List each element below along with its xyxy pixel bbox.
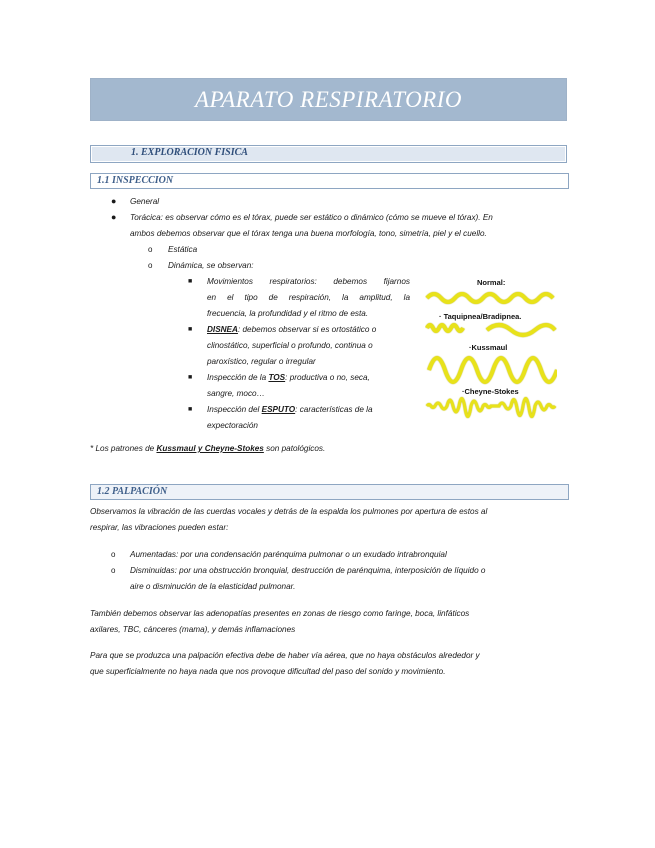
bullet-dot: ● bbox=[111, 212, 117, 222]
subsection-heading-text: 1.1 INSPECCION bbox=[97, 175, 174, 186]
list-item-estatica: Estática bbox=[168, 245, 198, 254]
esputo-prefix: Inspección del bbox=[207, 405, 262, 414]
palpacion-p3-line1: Para que se produzca una palpación efectiva debe de haber vía aérea, que no haya obstáculos alrededor y bbox=[90, 651, 480, 660]
label-kussmaul: ·Kussmaul bbox=[469, 343, 508, 352]
mov-line3: frecuencia, la profundidad y el ritmo de esta. bbox=[207, 309, 369, 318]
title-banner bbox=[90, 78, 567, 121]
document-title: APARATO RESPIRATORIO bbox=[194, 86, 463, 112]
wave-kussmaul bbox=[429, 358, 557, 382]
bullet-square: ■ bbox=[188, 406, 193, 413]
bullet-circle: o bbox=[148, 261, 153, 270]
wave-cheyne-stokes bbox=[427, 398, 555, 416]
bullet-circle: o bbox=[111, 566, 116, 575]
breathing-patterns-svg bbox=[425, 276, 557, 421]
tos-prefix: Inspección de la bbox=[207, 373, 269, 382]
label-cheyne-stokes: ·Cheyne-Stokes bbox=[462, 387, 519, 396]
disnea-line2: clinostático, superficial o profundo, continua o bbox=[207, 341, 373, 350]
subsection-heading-text: 1.2 PALPACIÓN bbox=[97, 486, 168, 497]
bullet-square: ■ bbox=[188, 374, 193, 381]
tos-label: TOS bbox=[268, 373, 286, 382]
list-item-toracica-line2: ambos debemos observar que el tórax tenga una buena morfología, tono, simetría, piel y el cuello. bbox=[130, 229, 487, 238]
subsection-heading-palpacion bbox=[90, 484, 569, 500]
esputo-line2: expectoración bbox=[207, 421, 258, 430]
list-item-toracica-line1: Torácica: es observar cómo es el tórax, puede ser estático o dinámico (cómo se mueve el tórax). En bbox=[130, 213, 493, 222]
subsection-heading-inspeccion bbox=[90, 173, 569, 189]
disnea-line3: paroxístico, regular o irregular bbox=[207, 357, 316, 366]
bullet-square: ■ bbox=[188, 326, 193, 333]
section-heading-exploracion bbox=[90, 145, 567, 163]
list-item-disminuidas-line1: Disminuidas: por una obstrucción bronquial, destrucción de parénquima, interposición de líquido o bbox=[130, 566, 486, 575]
mov-line2: en el tipo de respiración, la amplitud, la bbox=[207, 293, 410, 302]
pattern-note bbox=[90, 441, 325, 456]
list-item-dinamica: Dinámica, se observan: bbox=[168, 261, 254, 270]
list-item-general: General bbox=[130, 197, 160, 206]
list-item-disminuidas-line2: aire o disminución de la elasticidad pulmonar. bbox=[130, 582, 296, 591]
tos-line2: sangre, moco… bbox=[207, 389, 265, 398]
palpacion-p3-line2: que superficialmente no haya nada que nos provoque dificultad del paso del sonido y movimiento. bbox=[90, 667, 446, 676]
esputo-label: ESPUTO bbox=[261, 405, 296, 414]
esputo-text: : características de la bbox=[295, 405, 373, 414]
palpacion-p1-line2: respirar, las vibraciones pueden estar: bbox=[90, 523, 229, 532]
bullet-circle: o bbox=[148, 245, 153, 254]
wave-taquipnea bbox=[427, 325, 555, 335]
note-prefix: * Los patrones de bbox=[90, 444, 157, 453]
palpacion-p2-line1: También debemos observar las adenopatías presentes en zonas de riesgo como faringe, boca, linfáticos bbox=[90, 609, 470, 618]
note-suffix: son patológicos. bbox=[263, 444, 326, 453]
disnea-label: DISNEA bbox=[207, 325, 238, 334]
palpacion-p1-line1: Observamos la vibración de las cuerdas vocales y detrás de la espalda los pulmones por apertura de estos al bbox=[90, 507, 488, 516]
disnea-line1 bbox=[207, 322, 412, 337]
tos-line1 bbox=[207, 370, 412, 385]
breathing-patterns-figure bbox=[425, 276, 557, 421]
bullet-square: ■ bbox=[188, 278, 193, 285]
note-bold: Kussmaul y Cheyne-Stokes bbox=[156, 444, 264, 453]
tos-text: : productiva o no, seca, bbox=[285, 373, 370, 382]
bullet-circle: o bbox=[111, 550, 116, 559]
label-taquipnea: · Taquipnea/Bradipnea. bbox=[439, 312, 522, 321]
disnea-text: : debemos observar si es ortostático o bbox=[237, 325, 377, 334]
section-heading-text: 1. EXPLORACION FISICA bbox=[131, 147, 248, 158]
wave-normal bbox=[427, 294, 553, 302]
label-normal: Normal: bbox=[477, 278, 506, 287]
list-item-aumentadas: Aumentadas: por una condensación parénquima pulmonar o un exudado intrabronquial bbox=[130, 550, 447, 559]
esputo-line1 bbox=[207, 402, 412, 417]
bullet-dot: ● bbox=[111, 196, 117, 206]
mov-line1: Movimientos respiratorios: debemos fijarnos bbox=[207, 277, 410, 286]
palpacion-p2-line2: axilares, TBC, cánceres (mama), y demás inflamaciones bbox=[90, 625, 296, 634]
